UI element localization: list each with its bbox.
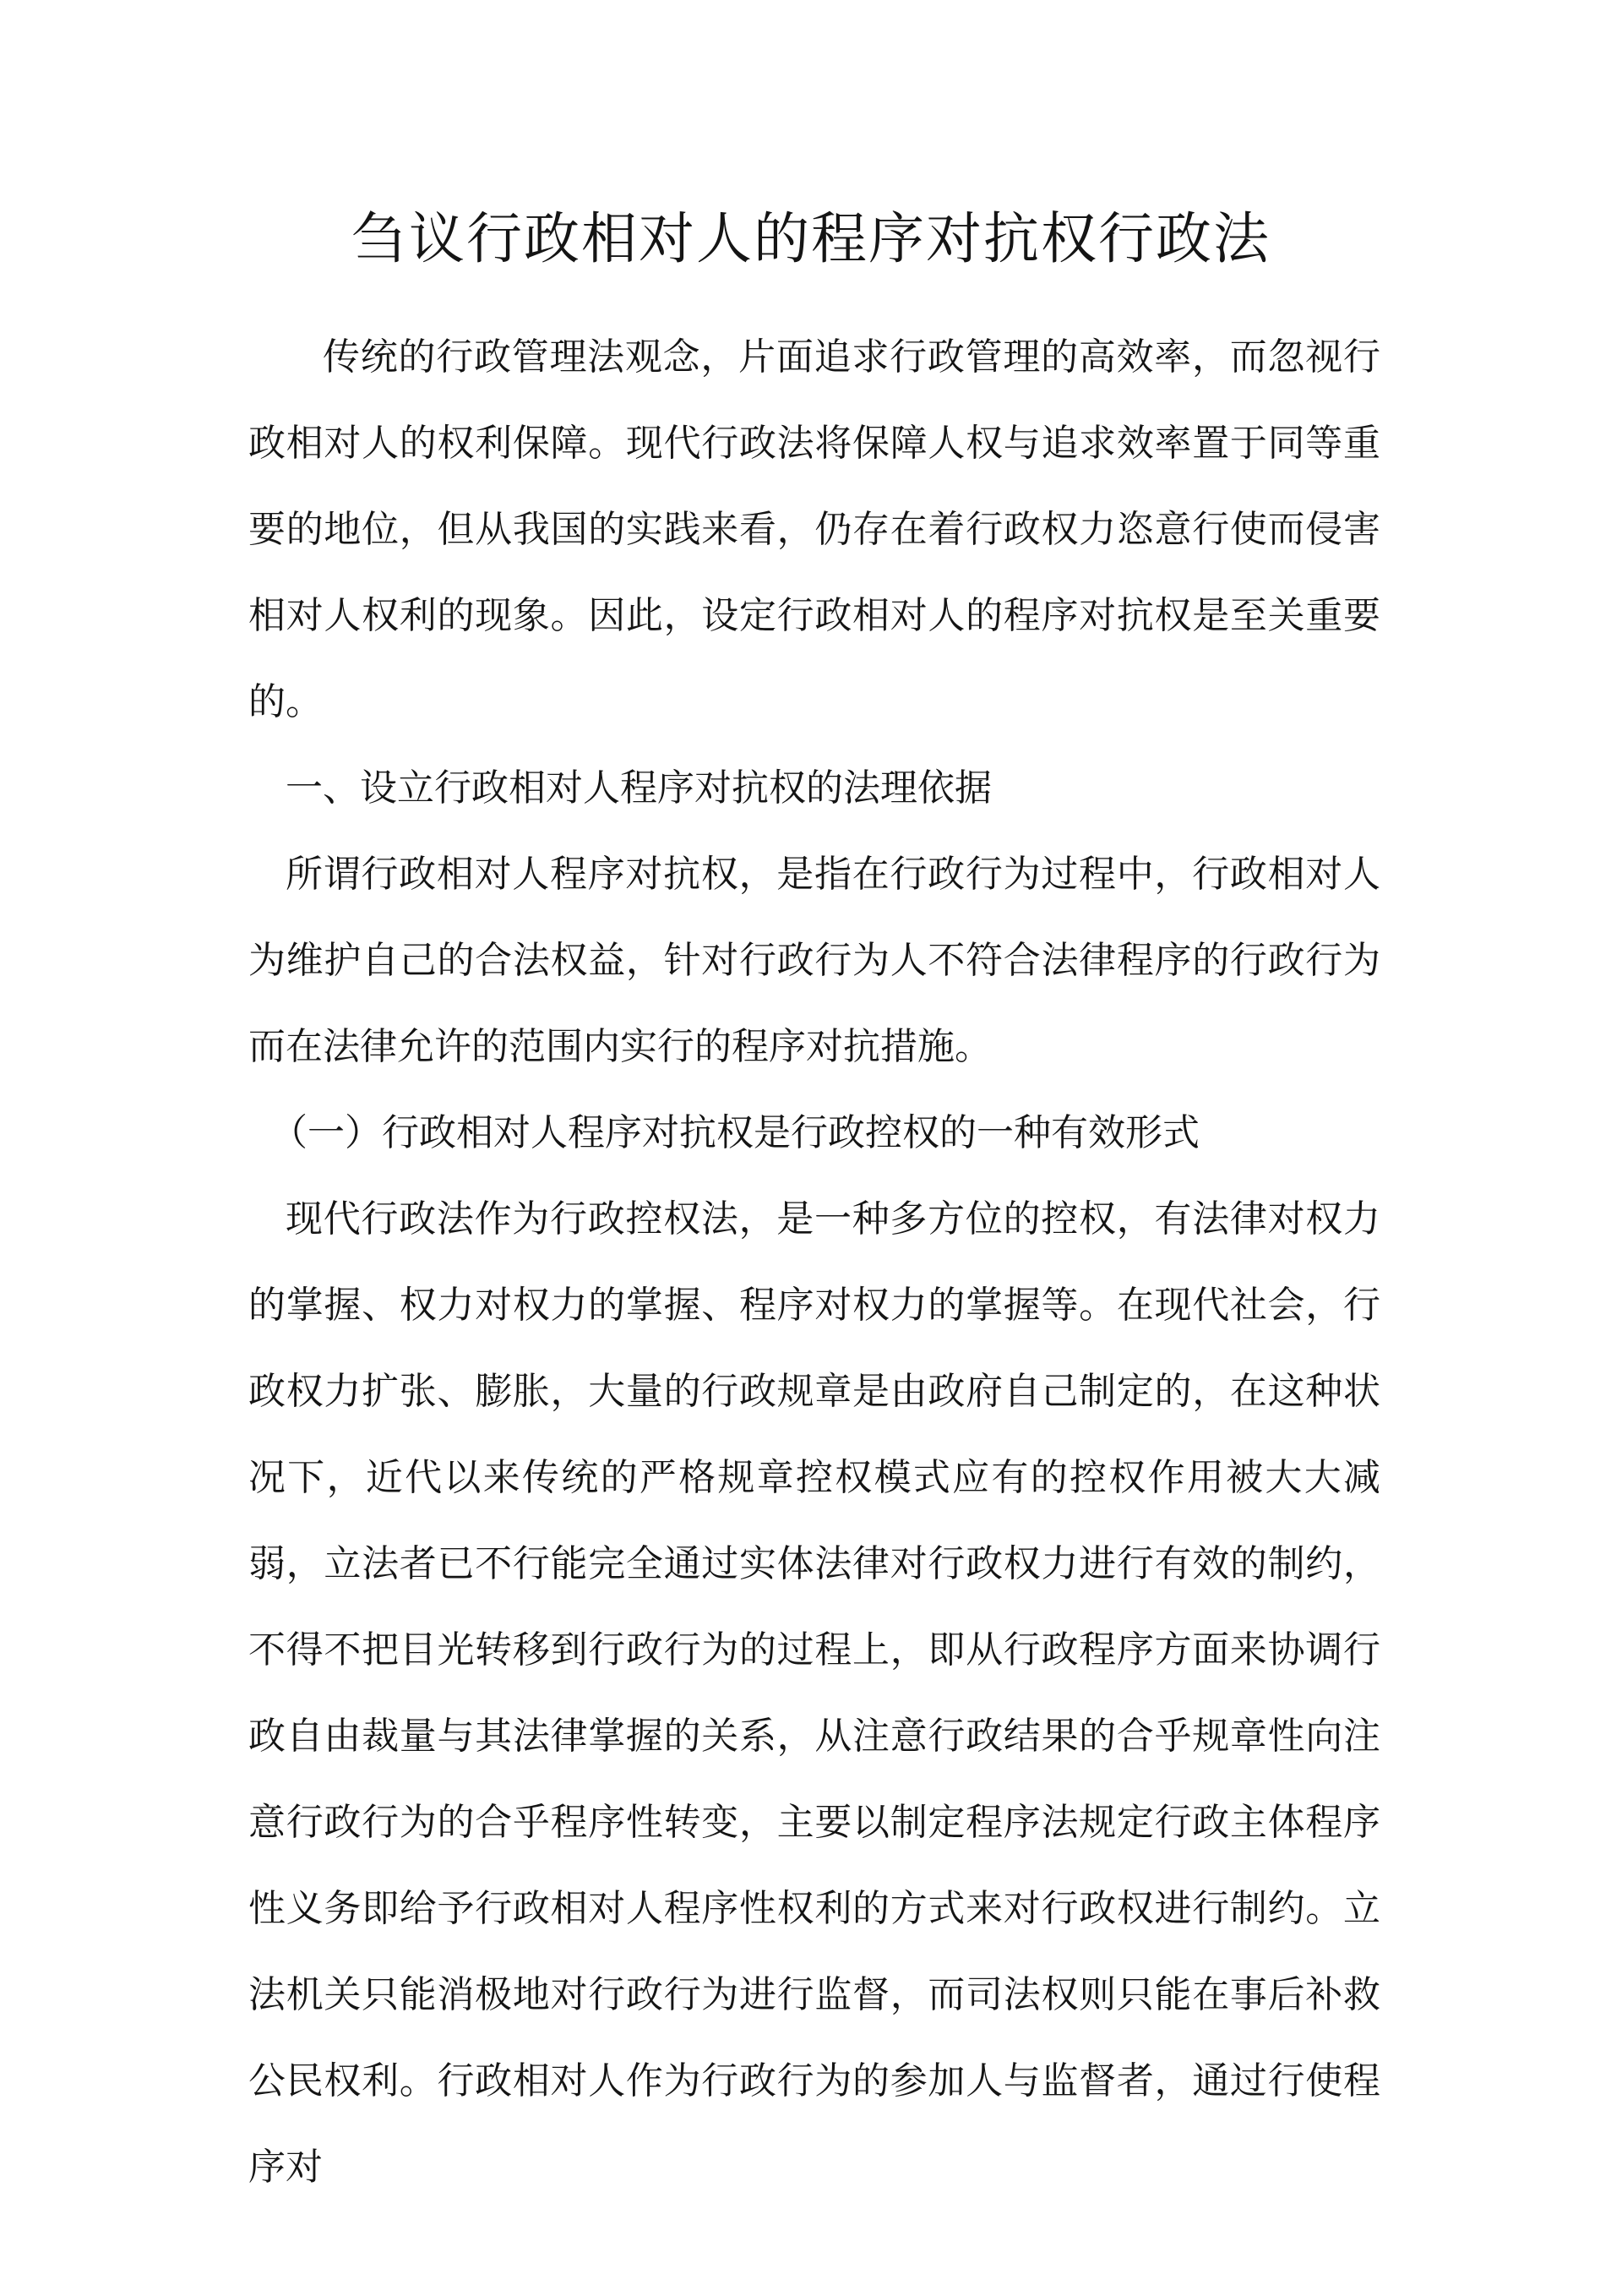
subsection-heading-1: （一）行政相对人程序对抗权是行政控权的一种有效形式 (270, 1111, 1200, 1154)
document-body (248, 314, 1380, 2211)
paragraph-intro: 传统的行政管理法观念，片面追求行政管理的高效率，而忽视行政相对人的权利保障。现代行政法将保障人权与追求效率置于同等重要的地位，但从我国的实践来看，仍存在着行政权力恣意行使而侵害相对人权利的现象。因此，设定行政相对人的程序对抗权是至关重要的。 (248, 335, 1380, 723)
paragraph-control: 现代行政法作为行政控权法，是一种多方位的控权，有法律对权力的掌握、权力对权力的掌握、程序对权力的掌握等。在现代社会，行政权力扩张、膨胀，大量的行政规章是由政府自己制定的，在这种状况下，近代以来传统的严格规章控权模式应有的控权作用被大大减弱，立法者已不行能完全通过实体法律对行政权力进行有效的制约，不得不把目光转移到行政行为的过程上，即从行政程序方面来协调行政自由裁量与其法律掌握的关系，从注意行政结果的合乎规章性向注意行政行为的合乎程序性转变，主要以制定程序法规定行政主体程序性义务即给予行政相对人程序性权利的方式来对行政权进行制约。立法机关只能消极地对行政行为进行监督，而司法权则只能在事后补救公民权利。行政相对人作为行政行为的参加人与监督者，通过行使程序对 (248, 1197, 1380, 2189)
document-title: 刍议行政相对人的程序对抗权行政法 (351, 206, 1271, 271)
paragraph-definition: 所谓行政相对人程序对抗权，是指在行政行为过程中，行政相对人为维护自己的合法权益，针对行政行为人不符合法律程序的行政行为而在法律允许的范围内实行的程序对抗措施。 (248, 853, 1380, 1068)
section-heading-1: 一、设立行政相对人程序对抗权的法理依据 (286, 766, 992, 810)
